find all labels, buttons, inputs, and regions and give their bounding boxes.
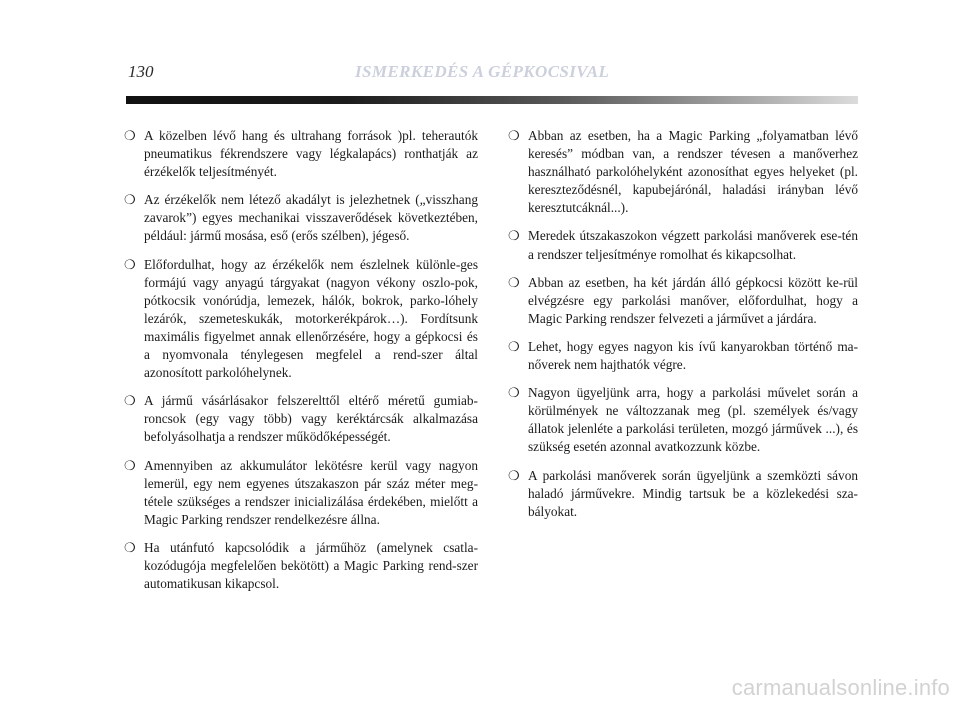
- circle-bullet-icon: ❍: [124, 256, 136, 272]
- circle-bullet-icon: ❍: [508, 338, 520, 354]
- bullet-text: A közelben lévő hang és ultrahang források )pl. teherautók pneumatikus fékrendszere vagy légkalapács) ronthatják az érzékelők teljesítményét.: [144, 128, 478, 180]
- watermark: carmanualsonline.info: [731, 675, 950, 700]
- right-column: [508, 127, 858, 531]
- header-rule: [126, 96, 858, 104]
- circle-bullet-icon: ❍: [124, 393, 136, 409]
- circle-bullet-icon: ❍: [124, 192, 136, 208]
- bullet-item: [508, 274, 858, 328]
- bullet-item: [508, 338, 858, 374]
- circle-bullet-icon: ❍: [124, 457, 136, 473]
- bullet-text: A jármű vásárlásakor felszerelttől eltérő méretű gumiab-roncsok (egy vagy több) vagy keréktárcsák alkalmazása befolyásolhatja a rendszer működőképességét.: [144, 393, 478, 445]
- circle-bullet-icon: ❍: [508, 385, 520, 401]
- bullet-text: Nagyon ügyeljünk arra, hogy a parkolási művelet során a körülmények ne változzanak meg (pl. személyek és/vagy állatok jelenléte a parkolási területen, mozgó járművek ...), és szükség esetén azonnal avatkozzunk közbe.: [528, 385, 858, 455]
- circle-bullet-icon: ❍: [508, 128, 520, 143]
- bullet-text: Abban az esetben, ha két járdán álló gépkocsi között ke-rül elvégzésre egy parkolási manőver, előfordulhat, hogy a Magic Parking rendszer felvezeti a járművet a járdára.: [528, 274, 858, 326]
- chapter-title: ISMERKEDÉS A GÉPKOCSIVAL: [355, 62, 610, 81]
- left-column: [124, 127, 478, 603]
- bullet-text: Abban az esetben, ha a Magic Parking „folyamatban lévő keresés” módban van, a rendszer tévesen a manőverhez használható parkolóhelyként azonosíthat egyes helyeket (pl. kereszteződésnél, kapubejárónál, haladási irányban lévő keresztutcáknál...).: [528, 128, 858, 216]
- bullet-item: [124, 127, 478, 181]
- bullet-text: Előfordulhat, hogy az érzékelők nem észlelnek különle-ges formájú vagy anyagú tárgyakat (nagyon vékony oszlo-pok, pótkocsik vonórúdja, lemezek, hálók, bokrok, parko-lóhely lezárók, szemeteskukák, motorkerékpárok…). Fordítsunk maximális figyelmet annak ellenőrzésére, hogy a gépkocsi és a nyomvonala ténylegesen megfelel a rend-szer által azonosított parkolóhelynek.: [144, 256, 478, 381]
- bullet-item: [124, 191, 478, 245]
- circle-bullet-icon: ❍: [508, 467, 520, 483]
- page-header: [128, 62, 858, 88]
- circle-bullet-icon: ❍: [508, 274, 520, 290]
- bullet-item: [124, 457, 478, 529]
- bullet-item: [508, 127, 858, 217]
- circle-bullet-icon: ❍: [124, 539, 136, 555]
- bullet-item: [508, 384, 858, 456]
- page-number: 130: [128, 62, 154, 81]
- bullet-text: Ha utánfutó kapcsolódik a járműhöz (amelynek csatla-kozódugója megfelelően bekötött) a Magic Parking rend-szer automatikusan kikapcsol.: [144, 539, 478, 592]
- circle-bullet-icon: ❍: [508, 228, 520, 244]
- bullet-item: [124, 256, 478, 383]
- bullet-item: [124, 392, 478, 446]
- bullet-item: [508, 227, 858, 263]
- bullet-item: [508, 467, 858, 521]
- bullet-item: [124, 539, 478, 593]
- bullet-text: Amennyiben az akkumulátor lekötésre kerül vagy nagyon lemerül, egy nem egyenes útszakaszon pár száz méter meg-tétele szükséges a rendszer inicializálása érdekében, mielőtt a Magic Parking rendszer rendelkezésre állna.: [144, 457, 478, 527]
- bullet-text: Lehet, hogy egyes nagyon kis ívű kanyarokban történő ma-nőverek nem hajthatók végre.: [528, 338, 858, 373]
- bullet-text: Az érzékelők nem létező akadályt is jelezhetnek („visszhang zavarok”) egyes mechanikai visszaverődések következtében, például: jármű mosása, eső (erős szélben), jégeső.: [144, 192, 478, 244]
- circle-bullet-icon: ❍: [124, 128, 136, 143]
- bullet-text: A parkolási manőverek során ügyeljünk a szemközti sávon haladó járművekre. Mindig tartsuk be a közlekedési sza-bályokat.: [528, 467, 858, 519]
- bullet-text: Meredek útszakaszokon végzett parkolási manőverek ese-tén a rendszer teljesítménye romolhat és kikapcsolhat.: [528, 228, 858, 262]
